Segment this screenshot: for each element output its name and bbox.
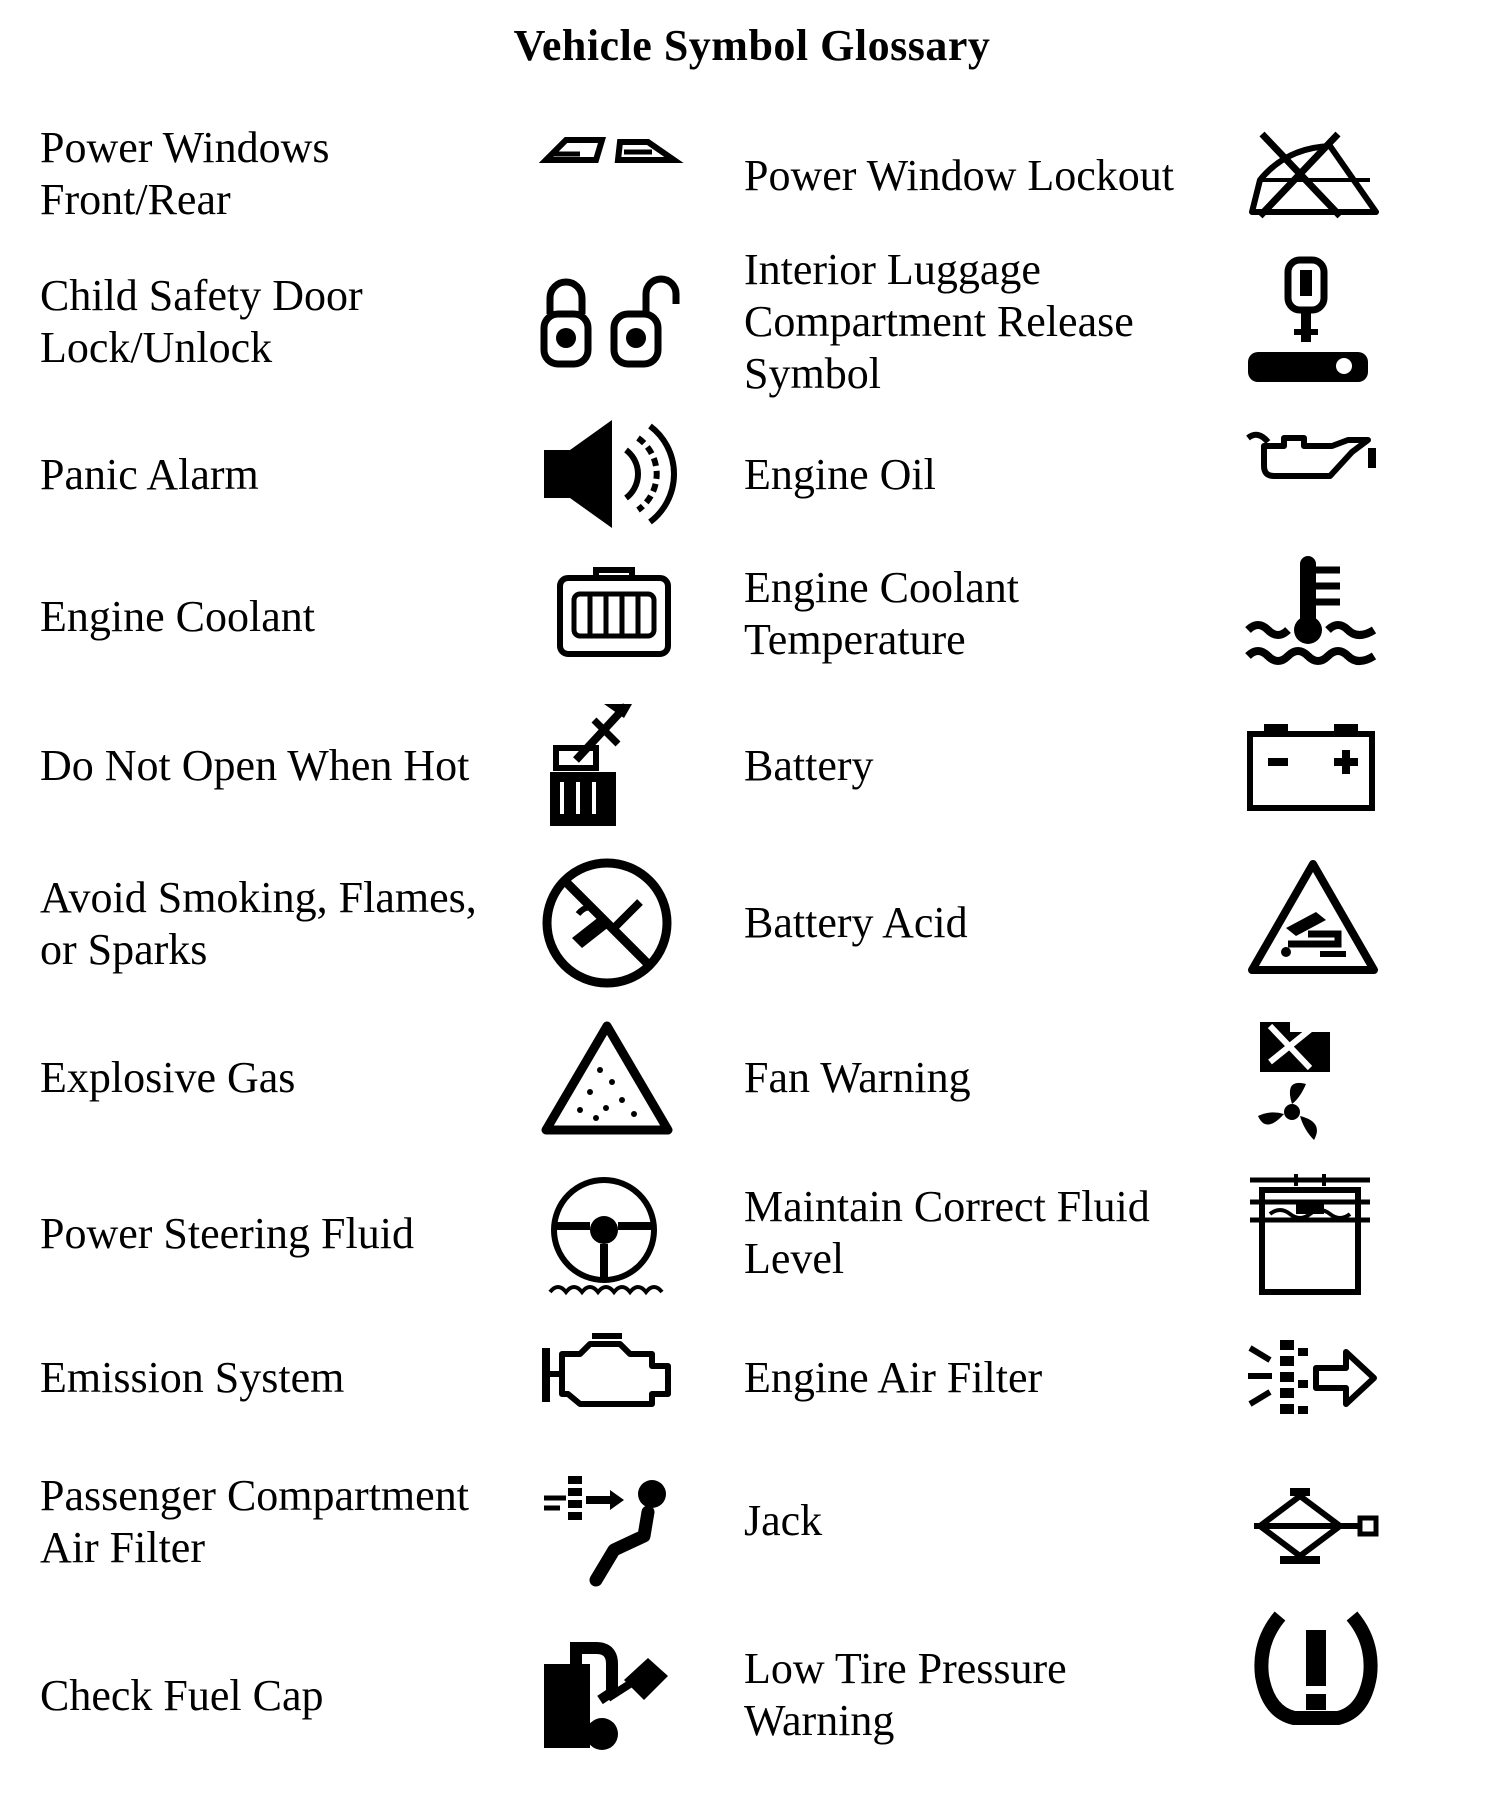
explosive-gas-icon <box>540 1020 674 1136</box>
label-engine-oil: Engine Oil <box>744 450 936 499</box>
window-lockout-icon <box>1246 130 1380 220</box>
label-avoid-smoking: Avoid Smoking, Flames, or Sparks <box>40 873 477 974</box>
label-fluid-level: Maintain Correct Fluid Level <box>744 1182 1150 1283</box>
engine-oil-icon <box>1244 430 1378 490</box>
label-emission-system: Emission System <box>40 1353 345 1402</box>
label-jack: Jack <box>744 1496 823 1545</box>
label-child-safety-lock: Child Safety Door Lock/Unlock <box>40 271 363 372</box>
label-tire-pressure: Low Tire Pressure Warning <box>744 1644 1067 1745</box>
engine-coolant-icon <box>556 566 672 658</box>
page-title: Vehicle Symbol Glossary <box>513 21 991 70</box>
label-do-not-open-hot: Do Not Open When Hot <box>40 741 470 790</box>
emission-system-icon <box>540 1328 674 1420</box>
engine-air-filter-icon <box>1246 1336 1380 1426</box>
label-coolant-temperature: Engine Coolant Temperature <box>744 563 1019 664</box>
label-battery: Battery <box>744 741 874 790</box>
tire-pressure-icon <box>1254 1604 1378 1728</box>
label-cabin-air-filter: Passenger Compartment Air Filter <box>40 1471 469 1572</box>
fluid-level-icon <box>1248 1170 1372 1296</box>
label-engine-air-filter: Engine Air Filter <box>744 1353 1043 1402</box>
jack-icon <box>1250 1480 1380 1564</box>
label-trunk-release: Interior Luggage Compartment Release Symbol <box>744 245 1134 398</box>
label-fan-warning: Fan Warning <box>744 1053 971 1102</box>
label-power-steering: Power Steering Fluid <box>40 1209 414 1258</box>
trunk-release-icon <box>1244 256 1374 386</box>
label-check-fuel-cap: Check Fuel Cap <box>40 1671 324 1720</box>
label-explosive-gas: Explosive Gas <box>40 1053 296 1102</box>
label-power-windows: Power Windows Front/Rear <box>40 123 330 224</box>
child-lock-icon <box>540 274 680 370</box>
power-windows-icon <box>540 130 680 180</box>
fan-warning-icon <box>1250 1012 1340 1148</box>
cabin-air-filter-icon <box>540 1472 674 1588</box>
label-battery-acid: Battery Acid <box>744 898 968 947</box>
do-not-open-hot-icon <box>546 700 636 830</box>
label-panic-alarm: Panic Alarm <box>40 450 259 499</box>
label-engine-coolant: Engine Coolant <box>40 592 315 641</box>
coolant-temperature-icon <box>1244 552 1378 668</box>
power-steering-icon <box>546 1174 666 1298</box>
battery-icon <box>1246 720 1376 812</box>
label-window-lockout: Power Window Lockout <box>744 151 1175 200</box>
no-smoking-icon <box>540 856 674 990</box>
battery-acid-icon <box>1246 858 1380 978</box>
panic-alarm-icon <box>540 416 680 532</box>
fuel-cap-icon <box>540 1640 674 1756</box>
